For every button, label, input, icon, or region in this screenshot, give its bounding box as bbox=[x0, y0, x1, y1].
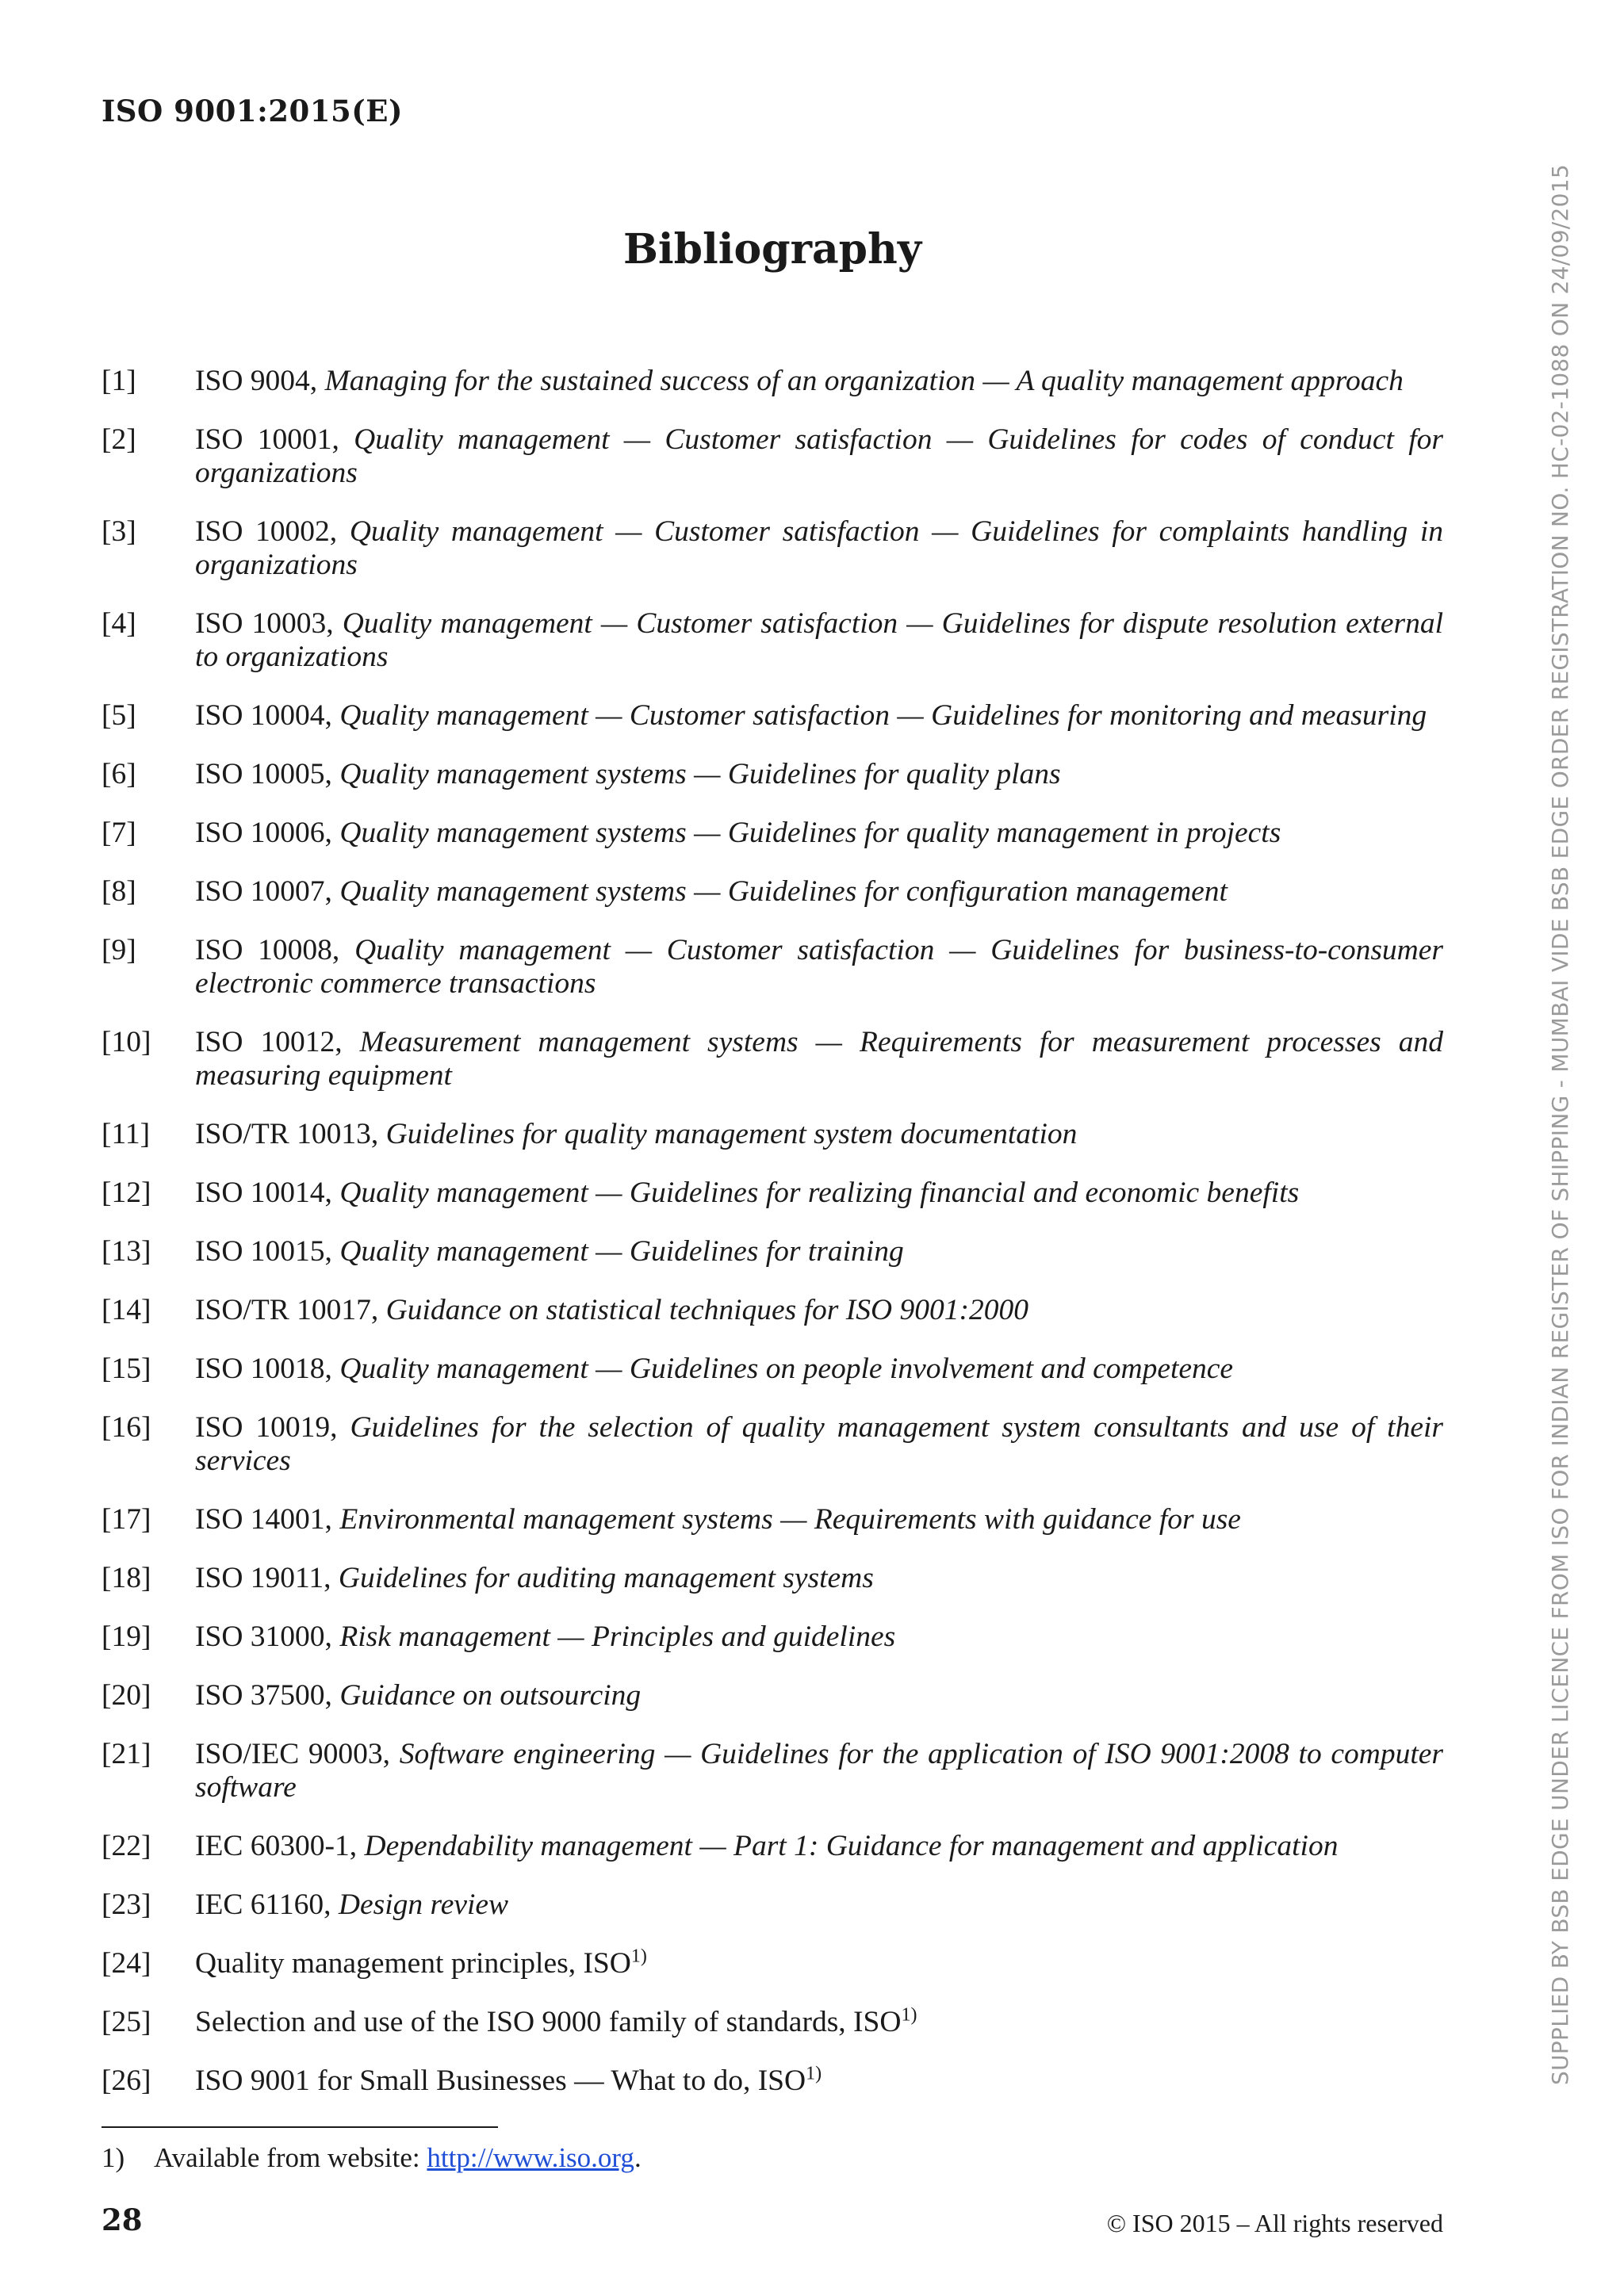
bib-entry-number: [1] bbox=[102, 365, 136, 397]
bib-entry-text bbox=[195, 1353, 1443, 1386]
bib-entry bbox=[102, 699, 1443, 733]
bib-entry-number: [14] bbox=[102, 1294, 151, 1326]
bib-entry-number: [2] bbox=[102, 423, 136, 456]
footnote-end: . bbox=[634, 2142, 642, 2173]
bib-entry-number: [25] bbox=[102, 2006, 151, 2038]
bib-entry-reference: ISO 19011, bbox=[195, 1562, 339, 1594]
bib-entry-text bbox=[195, 817, 1443, 850]
footnote-reference: 1) bbox=[630, 1946, 647, 1967]
page-title: Bibliography bbox=[622, 225, 922, 274]
bib-entry-text bbox=[195, 515, 1443, 582]
bib-entry-number: [8] bbox=[102, 875, 136, 908]
bib-entry-text bbox=[195, 365, 1443, 398]
bib-entry bbox=[102, 365, 1443, 398]
bib-entry-number: [16] bbox=[102, 1411, 151, 1444]
bib-entry-title: Quality management — Customer satisfaction — Guidelines for complaints handling in organizations bbox=[195, 515, 1443, 581]
bib-entry-number: [20] bbox=[102, 1679, 151, 1712]
bib-entry-title: Guidance on outsourcing bbox=[339, 1679, 642, 1712]
bib-entry-reference: ISO/TR 10017, bbox=[195, 1294, 386, 1326]
bib-entry-text bbox=[195, 758, 1443, 791]
bib-entry-number: [7] bbox=[102, 817, 136, 849]
bib-entry bbox=[102, 1235, 1443, 1269]
bib-entry-reference: IEC 61160, bbox=[195, 1888, 339, 1921]
bib-entry-title: Quality management — Customer satisfaction — Guidelines for business-to-consumer electronic commerce transactions bbox=[195, 934, 1443, 1000]
bib-entry bbox=[102, 423, 1443, 490]
bib-entry-reference: ISO 10008, bbox=[195, 934, 355, 966]
bib-entry-number: [10] bbox=[102, 1026, 151, 1058]
page-number: 28 bbox=[102, 2202, 143, 2237]
bib-entry-title: Quality management systems — Guidelines for quality management in projects bbox=[339, 817, 1281, 849]
bib-entry-reference: ISO 10003, bbox=[195, 607, 343, 640]
bib-entry bbox=[102, 1947, 1443, 1980]
bib-entry-number: [22] bbox=[102, 1830, 151, 1862]
bib-entry-title: Quality management systems — Guidelines for configuration management bbox=[339, 875, 1228, 908]
bib-entry bbox=[102, 2006, 1443, 2039]
bib-entry-text bbox=[195, 1294, 1443, 1327]
bib-entry bbox=[102, 934, 1443, 1001]
bib-entry bbox=[102, 1562, 1443, 1595]
bib-entry-title: Quality management — Customer satisfaction — Guidelines for dispute resolution external to organizations bbox=[195, 607, 1443, 673]
bib-entry bbox=[102, 875, 1443, 909]
bib-entry-title: Guidance on statistical techniques for ISO 9001:2000 bbox=[385, 1294, 1028, 1326]
bib-entry bbox=[102, 1294, 1443, 1327]
bib-entry-number: [9] bbox=[102, 934, 136, 966]
bib-entry-number: [23] bbox=[102, 1888, 151, 1921]
bib-entry-text bbox=[195, 1118, 1443, 1151]
bib-entry-reference: ISO 10007, bbox=[195, 875, 340, 908]
bib-entry bbox=[102, 1503, 1443, 1536]
bib-entry-text bbox=[195, 699, 1443, 733]
bib-entry bbox=[102, 1679, 1443, 1712]
bib-entry-reference: ISO 10019, bbox=[195, 1411, 350, 1444]
bib-entry-reference: ISO 14001, bbox=[195, 1503, 340, 1536]
bib-entry-text bbox=[195, 1026, 1443, 1093]
bib-entry-reference: ISO 10006, bbox=[195, 817, 340, 849]
bib-entry-title: Risk management — Principles and guidelines bbox=[339, 1621, 896, 1653]
bib-entry-reference: ISO 10015, bbox=[195, 1235, 340, 1268]
bib-entry bbox=[102, 1411, 1443, 1478]
bib-entry-title: Quality management — Guidelines for training bbox=[339, 1235, 904, 1268]
bib-entry-reference: ISO 10002, bbox=[195, 515, 350, 548]
bib-entry-number: [18] bbox=[102, 1562, 151, 1594]
bib-entry-reference: ISO 31000, bbox=[195, 1621, 340, 1653]
footnote-link[interactable]: http://www.iso.org bbox=[427, 2142, 634, 2173]
footnote-reference: 1) bbox=[806, 2063, 822, 2084]
bib-entry-text bbox=[195, 423, 1443, 490]
bib-entry-text bbox=[195, 1738, 1443, 1804]
bib-entry-reference: IEC 60300-1, bbox=[195, 1830, 365, 1862]
footnote-reference: 1) bbox=[901, 2004, 917, 2026]
bib-entry-number: [17] bbox=[102, 1503, 151, 1536]
bib-entry-text bbox=[195, 1562, 1443, 1595]
bib-entry-text bbox=[195, 1830, 1443, 1863]
bib-entry-text bbox=[195, 1177, 1443, 1210]
footnote-divider bbox=[102, 2126, 498, 2128]
footnote-text: Available from website: bbox=[154, 2142, 427, 2173]
bib-entry-title: Design review bbox=[338, 1888, 509, 1921]
bib-entry-text bbox=[195, 607, 1443, 674]
footnote-mark: 1) bbox=[102, 2142, 125, 2173]
bib-entry bbox=[102, 1118, 1443, 1151]
bib-entry-number: [19] bbox=[102, 1621, 151, 1653]
bib-entry bbox=[102, 1738, 1443, 1804]
bib-entry bbox=[102, 607, 1443, 674]
footnote bbox=[102, 2142, 642, 2174]
bib-entry-title: Quality management systems — Guidelines for quality plans bbox=[339, 758, 1061, 790]
bib-entry-number: [21] bbox=[102, 1738, 151, 1770]
bib-entry-reference: ISO 10004, bbox=[195, 699, 340, 732]
bib-entry-number: [11] bbox=[102, 1118, 151, 1150]
bib-entry-number: [5] bbox=[102, 699, 136, 732]
bib-entry-title: Guidelines for the selection of quality management system consultants and use of their services bbox=[195, 1411, 1443, 1477]
bib-entry-title: Software engineering — Guidelines for the application of ISO 9001:2008 to computer software bbox=[195, 1738, 1444, 1804]
bib-entry-text bbox=[195, 1621, 1443, 1654]
bib-entry-text bbox=[195, 2064, 1443, 2098]
bib-entry-reference: ISO/IEC 90003, bbox=[195, 1738, 400, 1770]
bib-entry-title: Measurement management systems — Requirements for measurement processes and measuring equipment bbox=[195, 1026, 1443, 1092]
bib-entry-title: Quality management — Guidelines for realizing financial and economic benefits bbox=[339, 1177, 1300, 1209]
licence-watermark-text: SUPPLIED BY BSB EDGE UNDER LICENCE FROM ISO FOR INDIAN REGISTER OF SHIPPING - MUMBAI VIDE BSB EDGE ORDER REGISTRATION NO. HC-02-1088 ON 24/09/2015 bbox=[1547, 164, 1573, 2085]
bib-entry-title: Quality management — Customer satisfaction — Guidelines for monitoring and measuring bbox=[339, 699, 1427, 732]
bib-entry-text bbox=[195, 934, 1443, 1001]
bib-entry-number: [24] bbox=[102, 1947, 151, 1980]
bib-entry bbox=[102, 1353, 1443, 1386]
bib-entry-title: Managing for the sustained success of an organization — A quality management approach bbox=[324, 365, 1404, 397]
bib-entry-reference: ISO 37500, bbox=[195, 1679, 340, 1712]
bib-entry-reference: ISO 10014, bbox=[195, 1177, 340, 1209]
bib-entry-text bbox=[195, 1947, 1443, 1980]
bib-entry-text bbox=[195, 1235, 1443, 1269]
bib-entry-title: Dependability management — Part 1: Guidance for management and application bbox=[364, 1830, 1339, 1862]
copyright-notice: © ISO 2015 – All rights reserved bbox=[1106, 2209, 1443, 2237]
bib-entry-reference: ISO 10018, bbox=[195, 1353, 340, 1385]
bib-entry bbox=[102, 515, 1443, 582]
bib-entry-reference: Selection and use of the ISO 9000 family of standards, ISO bbox=[195, 2006, 902, 2038]
bib-entry-number: [6] bbox=[102, 758, 136, 790]
bib-entry-title: Guidelines for quality management system documentation bbox=[385, 1118, 1078, 1150]
bib-entry-reference: ISO/TR 10013, bbox=[195, 1118, 386, 1150]
bib-entry-text bbox=[195, 1503, 1443, 1536]
bib-entry bbox=[102, 758, 1443, 791]
bib-entry-text bbox=[195, 875, 1443, 909]
bib-entry bbox=[102, 817, 1443, 850]
bib-entry bbox=[102, 1177, 1443, 1210]
bib-entry bbox=[102, 1621, 1443, 1654]
bib-entry-number: [15] bbox=[102, 1353, 151, 1385]
bib-entry-title: Environmental management systems — Requirements with guidance for use bbox=[339, 1503, 1241, 1536]
bib-entry-reference: ISO 9001 for Small Businesses — What to do, ISO bbox=[195, 2064, 806, 2097]
bib-entry-title: Quality management — Guidelines on people involvement and competence bbox=[339, 1353, 1234, 1385]
bib-entry-text bbox=[195, 1411, 1443, 1478]
bib-entry-number: [26] bbox=[102, 2064, 151, 2097]
bib-entry bbox=[102, 1830, 1443, 1863]
bib-entry-reference: Quality management principles, ISO bbox=[195, 1947, 631, 1980]
bib-entry-reference: ISO 10012, bbox=[195, 1026, 360, 1058]
bib-entry-number: [4] bbox=[102, 607, 136, 640]
bib-entry-reference: ISO 10005, bbox=[195, 758, 340, 790]
bib-entry-title: Guidelines for auditing management systems bbox=[338, 1562, 874, 1594]
bib-entry-number: [13] bbox=[102, 1235, 151, 1268]
bibliography-list bbox=[102, 365, 1443, 2123]
bib-entry bbox=[102, 1888, 1443, 1922]
bib-entry bbox=[102, 1026, 1443, 1093]
bib-entry-number: [12] bbox=[102, 1177, 151, 1209]
bib-entry-text bbox=[195, 1679, 1443, 1712]
bib-entry-number: [3] bbox=[102, 515, 136, 548]
bib-entry-text bbox=[195, 2006, 1443, 2039]
bib-entry bbox=[102, 2064, 1443, 2098]
document-header: ISO 9001:2015(E) bbox=[102, 94, 403, 128]
bib-entry-text bbox=[195, 1888, 1443, 1922]
bib-entry-reference: ISO 10001, bbox=[195, 423, 354, 456]
bib-entry-title: Quality management — Customer satisfaction — Guidelines for codes of conduct for organizations bbox=[195, 423, 1443, 489]
bib-entry-reference: ISO 9004, bbox=[195, 365, 325, 397]
